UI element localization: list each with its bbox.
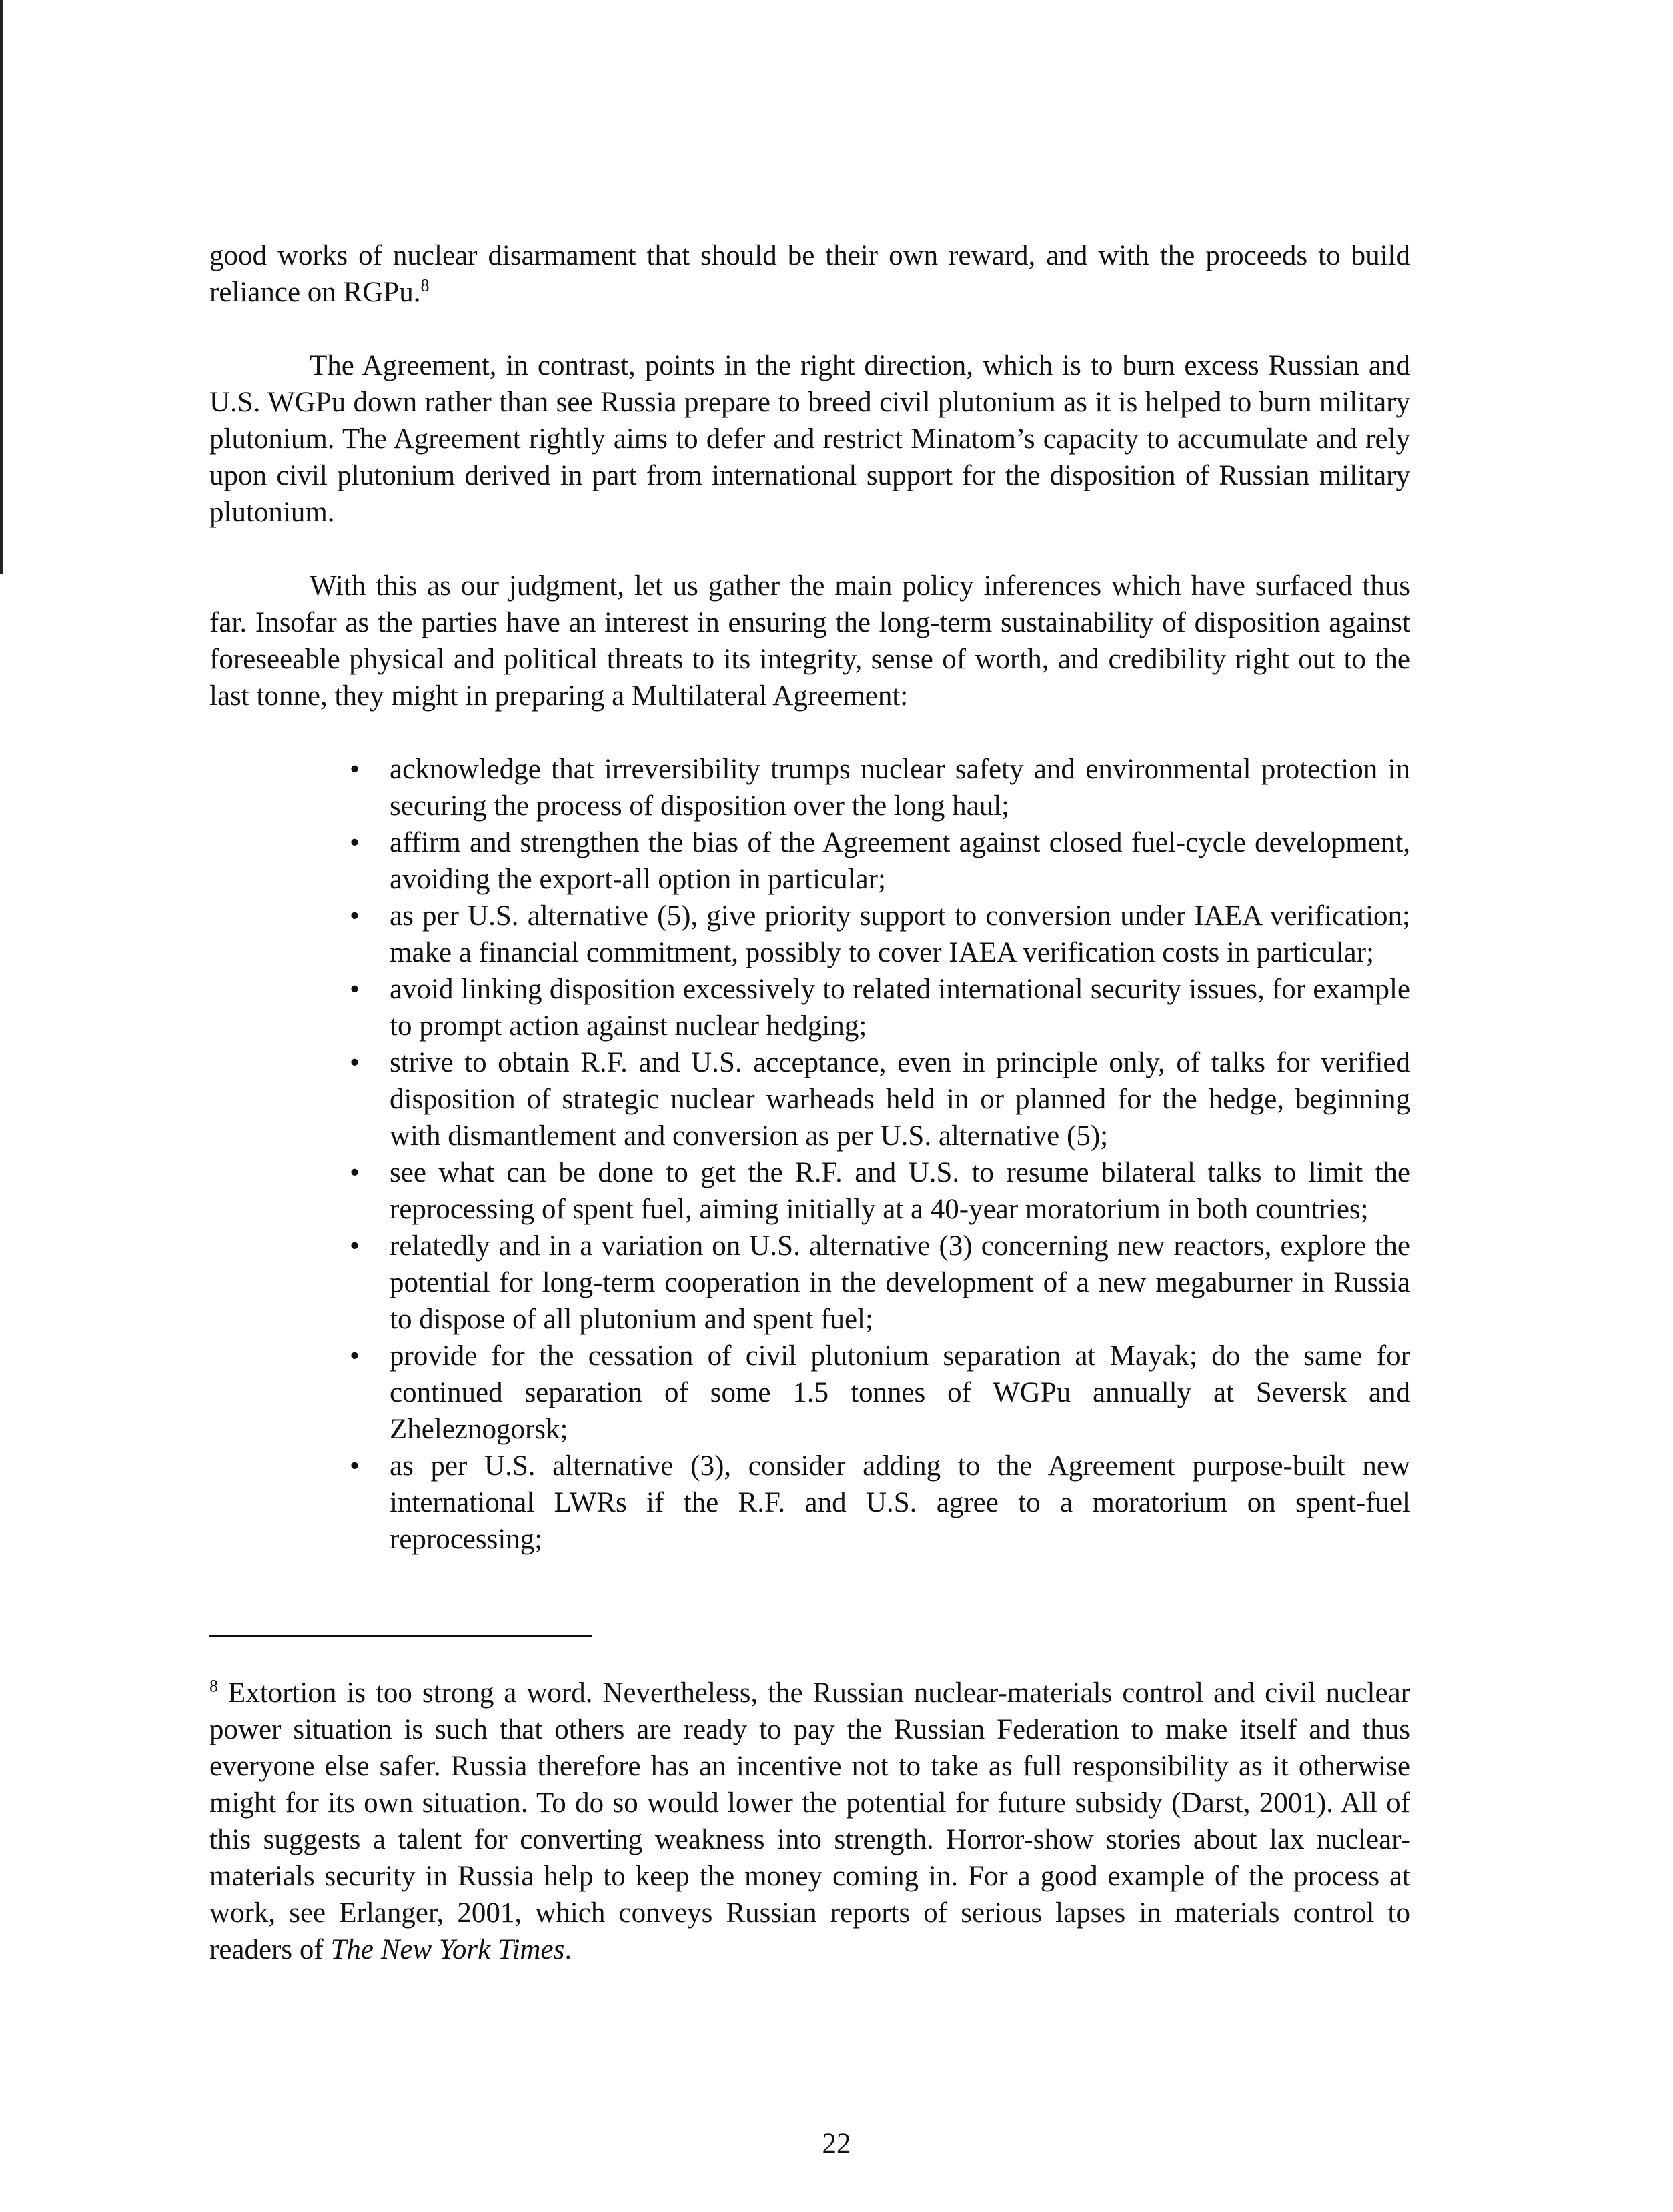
body-text [209, 237, 1410, 1558]
bullet-dot-icon: • [350, 1450, 360, 1482]
bullet-dot-icon: • [350, 754, 360, 785]
bullet-dot-icon: • [350, 900, 360, 932]
footnote-separator-rule [209, 1635, 592, 1637]
bullet-item: • avoid linking disposition excessively to related international security issues, for example to prompt action against nuclear hedging; [350, 971, 1410, 1044]
paragraph-policy-inferences: With this as our judgment, let us gather the main policy inferences which have surfaced thus far. Insofar as the parties have an interest in ensuring the long-term sustainability of disposition against foreseeable physical and political threats to its integrity, sense of worth, and credibility right out to the last tonne, they might in preparing a Multilateral Agreement: [209, 570, 1410, 712]
scan-edge-shadow [0, 0, 3, 574]
bullet-item: • affirm and strengthen the bias of the Agreement against closed fuel-cycle development, avoiding the export-all option in particular; [350, 824, 1410, 898]
page-number: 22 [822, 2128, 851, 2159]
footnote-marker: 8 [209, 1676, 218, 1696]
bullet-dot-icon: • [350, 1157, 360, 1188]
bullet-item: • acknowledge that irreversibility trumps nuclear safety and environmental protection in securing the process of disposition over the long haul; [350, 751, 1410, 824]
footnote-text: Extortion is too strong a word. Nevertheless, the Russian nuclear-materials control and civil nuclear power situation is such that others are ready to pay the Russian Federation to make itself and thus everyone else safer. Russia therefore has an incentive not to take as full responsibility as it otherwise might for its own situation. To do so would lower the potential for future subsidy (Darst, 2001). All of this suggests a talent for converting weakness into strength. Horror-show stories about lax nuclear-materials security in Russia help to keep the money coming in. For a good example of the process at work, see Erlanger, 2001, which conveys Russian reports of serious lapses in materials control to readers of [209, 1677, 1410, 1965]
policy-bullet-list [209, 751, 1410, 1558]
bullet-dot-icon: • [350, 1340, 360, 1372]
paragraph-1-text: good works of nuclear disarmament that should be their own reward, and with the proceeds to build reliance on RGPu. [209, 240, 1410, 308]
footnote-reference-8: 8 [420, 275, 430, 295]
paragraph-continuation [209, 237, 1410, 311]
bullet-item: • provide for the cessation of civil plutonium separation at Mayak; do the same for continued separation of some 1.5 tonnes of WGPu annually at Seversk and Zheleznogorsk; [350, 1338, 1410, 1448]
bullet-item: • strive to obtain R.F. and U.S. acceptance, even in principle only, of talks for verified disposition of strategic nuclear warheads held in or planned for the hedge, beginning with dismantlement and conversion as per U.S. alternative (5); [350, 1044, 1410, 1154]
paragraph-agreement-contrast: The Agreement, in contrast, points in the right direction, which is to burn excess Russian and U.S. WGPu down rather than see Russia prepare to breed civil plutonium as it is helped to burn military plutonium. The Agreement rightly aims to defer and restrict Minatom’s capacity to accumulate and rely upon civil plutonium derived in part from international support for the disposition of Russian military plutonium. [209, 350, 1410, 528]
bullet-dot-icon: • [350, 1047, 360, 1078]
bullet-item: • as per U.S. alternative (3), consider adding to the Agreement purpose-built new international LWRs if the R.F. and U.S. agree to a moratorium on spent-fuel reprocessing; [350, 1448, 1410, 1558]
footnote-cited-title: The New York Times [330, 1934, 565, 1965]
footnote-8 [209, 1675, 1410, 1968]
bullet-item: • as per U.S. alternative (5), give priority support to conversion under IAEA verification; make a financial commitment, possibly to cover IAEA verification costs in particular; [350, 898, 1410, 971]
footnote-end-punctuation: . [564, 1934, 572, 1965]
bullet-dot-icon: • [350, 827, 360, 858]
bullet-item: • see what can be done to get the R.F. and U.S. to resume bilateral talks to limit the reprocessing of spent fuel, aiming initially at a 40-year moratorium in both countries; [350, 1154, 1410, 1228]
bullet-item: • relatedly and in a variation on U.S. alternative (3) concerning new reactors, explore the potential for long-term cooperation in the development of a new megaburner in Russia to dispose of all plutonium and spent fuel; [350, 1228, 1410, 1338]
bullet-dot-icon: • [350, 1230, 360, 1262]
bullet-dot-icon: • [350, 974, 360, 1005]
